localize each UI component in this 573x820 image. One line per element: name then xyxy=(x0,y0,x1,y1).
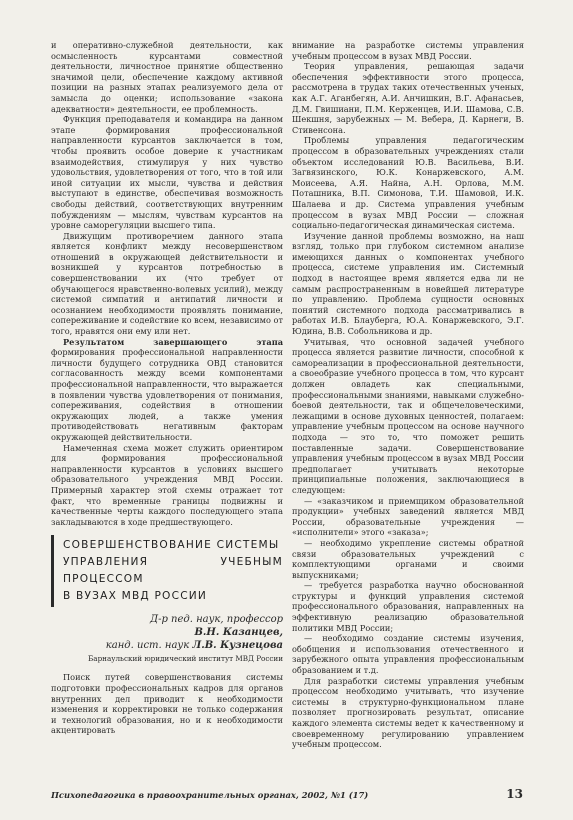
list-item: — требуется разработка научно обоснованной структуры и функций управления системой профессионального образования, направленных на эффективную реализацию образовательной политики МВД России; xyxy=(292,580,524,633)
author-degree: Д-р пед. наук, профессор xyxy=(149,614,283,626)
paragraph xyxy=(51,337,283,443)
paragraph: Проблемы управления педагогическим процессом в образовательных учреждениях стали объектом исследований Ю.В. Васильева, В.И. Загвязинского, Ю.К. Конаржевского, А.М. Моисеева, А.Я. Найна, А.Н. Орлова, М.М. Поташника, В.П. Симонова, Т.И. Шамовой, И.К. Шалаева и др. Система управления учебным процессом в вузах МВД России — сложная социально-педагогическая динамическая система. xyxy=(292,135,524,231)
author-line xyxy=(51,639,283,652)
left-column xyxy=(51,40,283,736)
paragraph: и оперативно-служебной деятельности, как осмысленность курсантами совместной деятельности, личностное принятие общественно значимой цели, обеспечение каждому активной позиции на разных этапах реализуемого дела от замысла до оценки; использование «закона адекватности» деятельности, ее проблемность. xyxy=(51,40,283,114)
paragraph: Для разработки системы управления учебным процессом необходимо учитывать, что изучение системы в структурно-функциональном плане позволяет прогнозировать результат, описание каждого элемента системы ведет к качественному и своевременному регулированию управлением учебным процессом. xyxy=(292,675,524,750)
journal-citation: Психопедагогика в правоохранительных органах, 2002, №1 (17) xyxy=(51,790,369,800)
paragraph-text: формирования профессиональной направленности личности будущего сотрудника ОВД становится согласованность между всеми компонентами профессиональной направленности, что выражается в появлении чувства удовлетворения от понимания, сопереживания, содействия в отношении окружающих людей, а также умения противодействовать негативным факторам окружающей действительности. xyxy=(51,347,283,442)
paragraph: Поиск путей совершенствования системы подготовки профессиональных кадров для органов внутренних дел приводит к необходимости изменения и корректировки не только содержания и технологий образования, но и к необходимости акцентировать xyxy=(51,672,283,736)
article-title-line: В ВУЗАХ МВД РОССИИ xyxy=(63,590,208,603)
bold-lead-phrase: Результатом завершающего этапа xyxy=(63,336,283,347)
author-degree: канд. ист. наук xyxy=(105,640,190,652)
list-item: — необходимо создание системы изучения, обобщения и использования отечественного и зарубежного опыта управления профессиональным образованием и т.д. xyxy=(292,633,524,676)
list-item: — необходимо укрепление системы обратной связи образовательных учреждений с комплектующими органами и своими выпускниками; xyxy=(292,537,524,580)
right-column xyxy=(292,40,524,750)
paragraph: Изучение данной проблемы возможно, на наш взгляд, только при глубоком системном анализе имеющихся данных о компонентах учебного процесса, системе управления им. Системный подход в настоящее время является едва ли не самым распространенным в новейшей литературе по управлению. Проблема сущности основных понятий системного подхода рассматривались в работах И.В. Блауберга, Ю.А. Конаржевского, Э.Г. Юдина, В.В. Собольникова и др. xyxy=(292,230,524,337)
authors-block xyxy=(51,613,283,652)
author-name: Л.В. Кузнецова xyxy=(192,640,283,652)
list-item: — «заказчиком и приемщиком образовательной продукции» учебных заведений является МВД России, образовательные учреждения — «исполнители» этого «заказа»; xyxy=(292,495,524,538)
author-affiliation: Барнаульский юридический институт МВД России xyxy=(88,654,283,664)
paragraph: Движущим противоречием данного этапа является конфликт между несовершенством отношений в окружающей действительности и возникшей у курсантов потребностью в совершенствовании их (что требует от обучающегося нравственно-волевых усилий), между системой симпатий и антипатий личности и осознанием необходимости проявлять понимание, сопереживание и содействие ко всем, независимо от того, нравятся они ему или нет. xyxy=(51,230,283,337)
author-name: В.Н. Казанцев, xyxy=(194,627,283,639)
article-title xyxy=(51,535,283,607)
paragraph: Функция преподавателя и командира на данном этапе формирования профессиональной направленности курсантов заключается в том, чтобы проявить особое доверие к участникам взаимодействия, стимулируя у них чувство удовольствия, удовлетворения от того, что в той или иной ситуации их мысли, чувства и действия выступают в единстве, обеспечивая возможность свободы действий, соответствующих внутренним побуждениям — мыслям, чувствам курсантов на уровне саморегуляции высшего типа. xyxy=(51,114,283,231)
paragraph: внимание на разработке системы управления учебным процессом в вузах МВД России. xyxy=(292,40,524,61)
page-number: 13 xyxy=(506,787,523,801)
author-line xyxy=(51,613,283,639)
paragraph: Теория управления, решающая задачи обеспечения эффективности этого процесса, рассмотрена в трудах таких отечественных ученых, как А.Г. Аганбегян, А.И. Анчишкин, В.Г. Афанасьев, Д.М. Гвишиани, П.М. Керженцев, И.И. Шамова, С.В. Шекшня, зарубежных — М. Вебера, Д. Карнеги, В. Стивенсона. xyxy=(292,61,524,135)
article-title-line: СОВЕРШЕНСТВОВАНИЕ СИСТЕМЫ xyxy=(63,539,280,552)
paragraph: Учитывая, что основной задачей учебного процесса является развитие личности, способной к самореализации в профессиональной деятельности, а своеобразие учебного процесса в том, что курсант должен овладеть как специальными, профессиональными знаниями, навыками служебно-боевой деятельности, так и общечеловеческими, лежащими в основе духовных ценностей, полагаем: управление учебным процессом на основе научного подхода — это то, что поможет решить поставленные задачи. Совершенствование управления учебным процессом в вузах МВД России предполагает учитывать некоторые принципиальные положения, заключающиеся в следующем: xyxy=(292,336,524,495)
page-footer xyxy=(51,787,523,801)
article-title-line: УПРАВЛЕНИЯ УЧЕБНЫМ ПРОЦЕССОМ xyxy=(63,556,283,586)
paragraph: Намеченная схема может служить ориентиром для формирования профессиональной направленности курсантов в условиях высшего образовательного учреждения МВД России. Примерный характер этой схемы отражает тот факт, что временные границы подвижны и качественные черты каждого последующего этапа закладываются в ходе предшествующего. xyxy=(51,442,283,527)
